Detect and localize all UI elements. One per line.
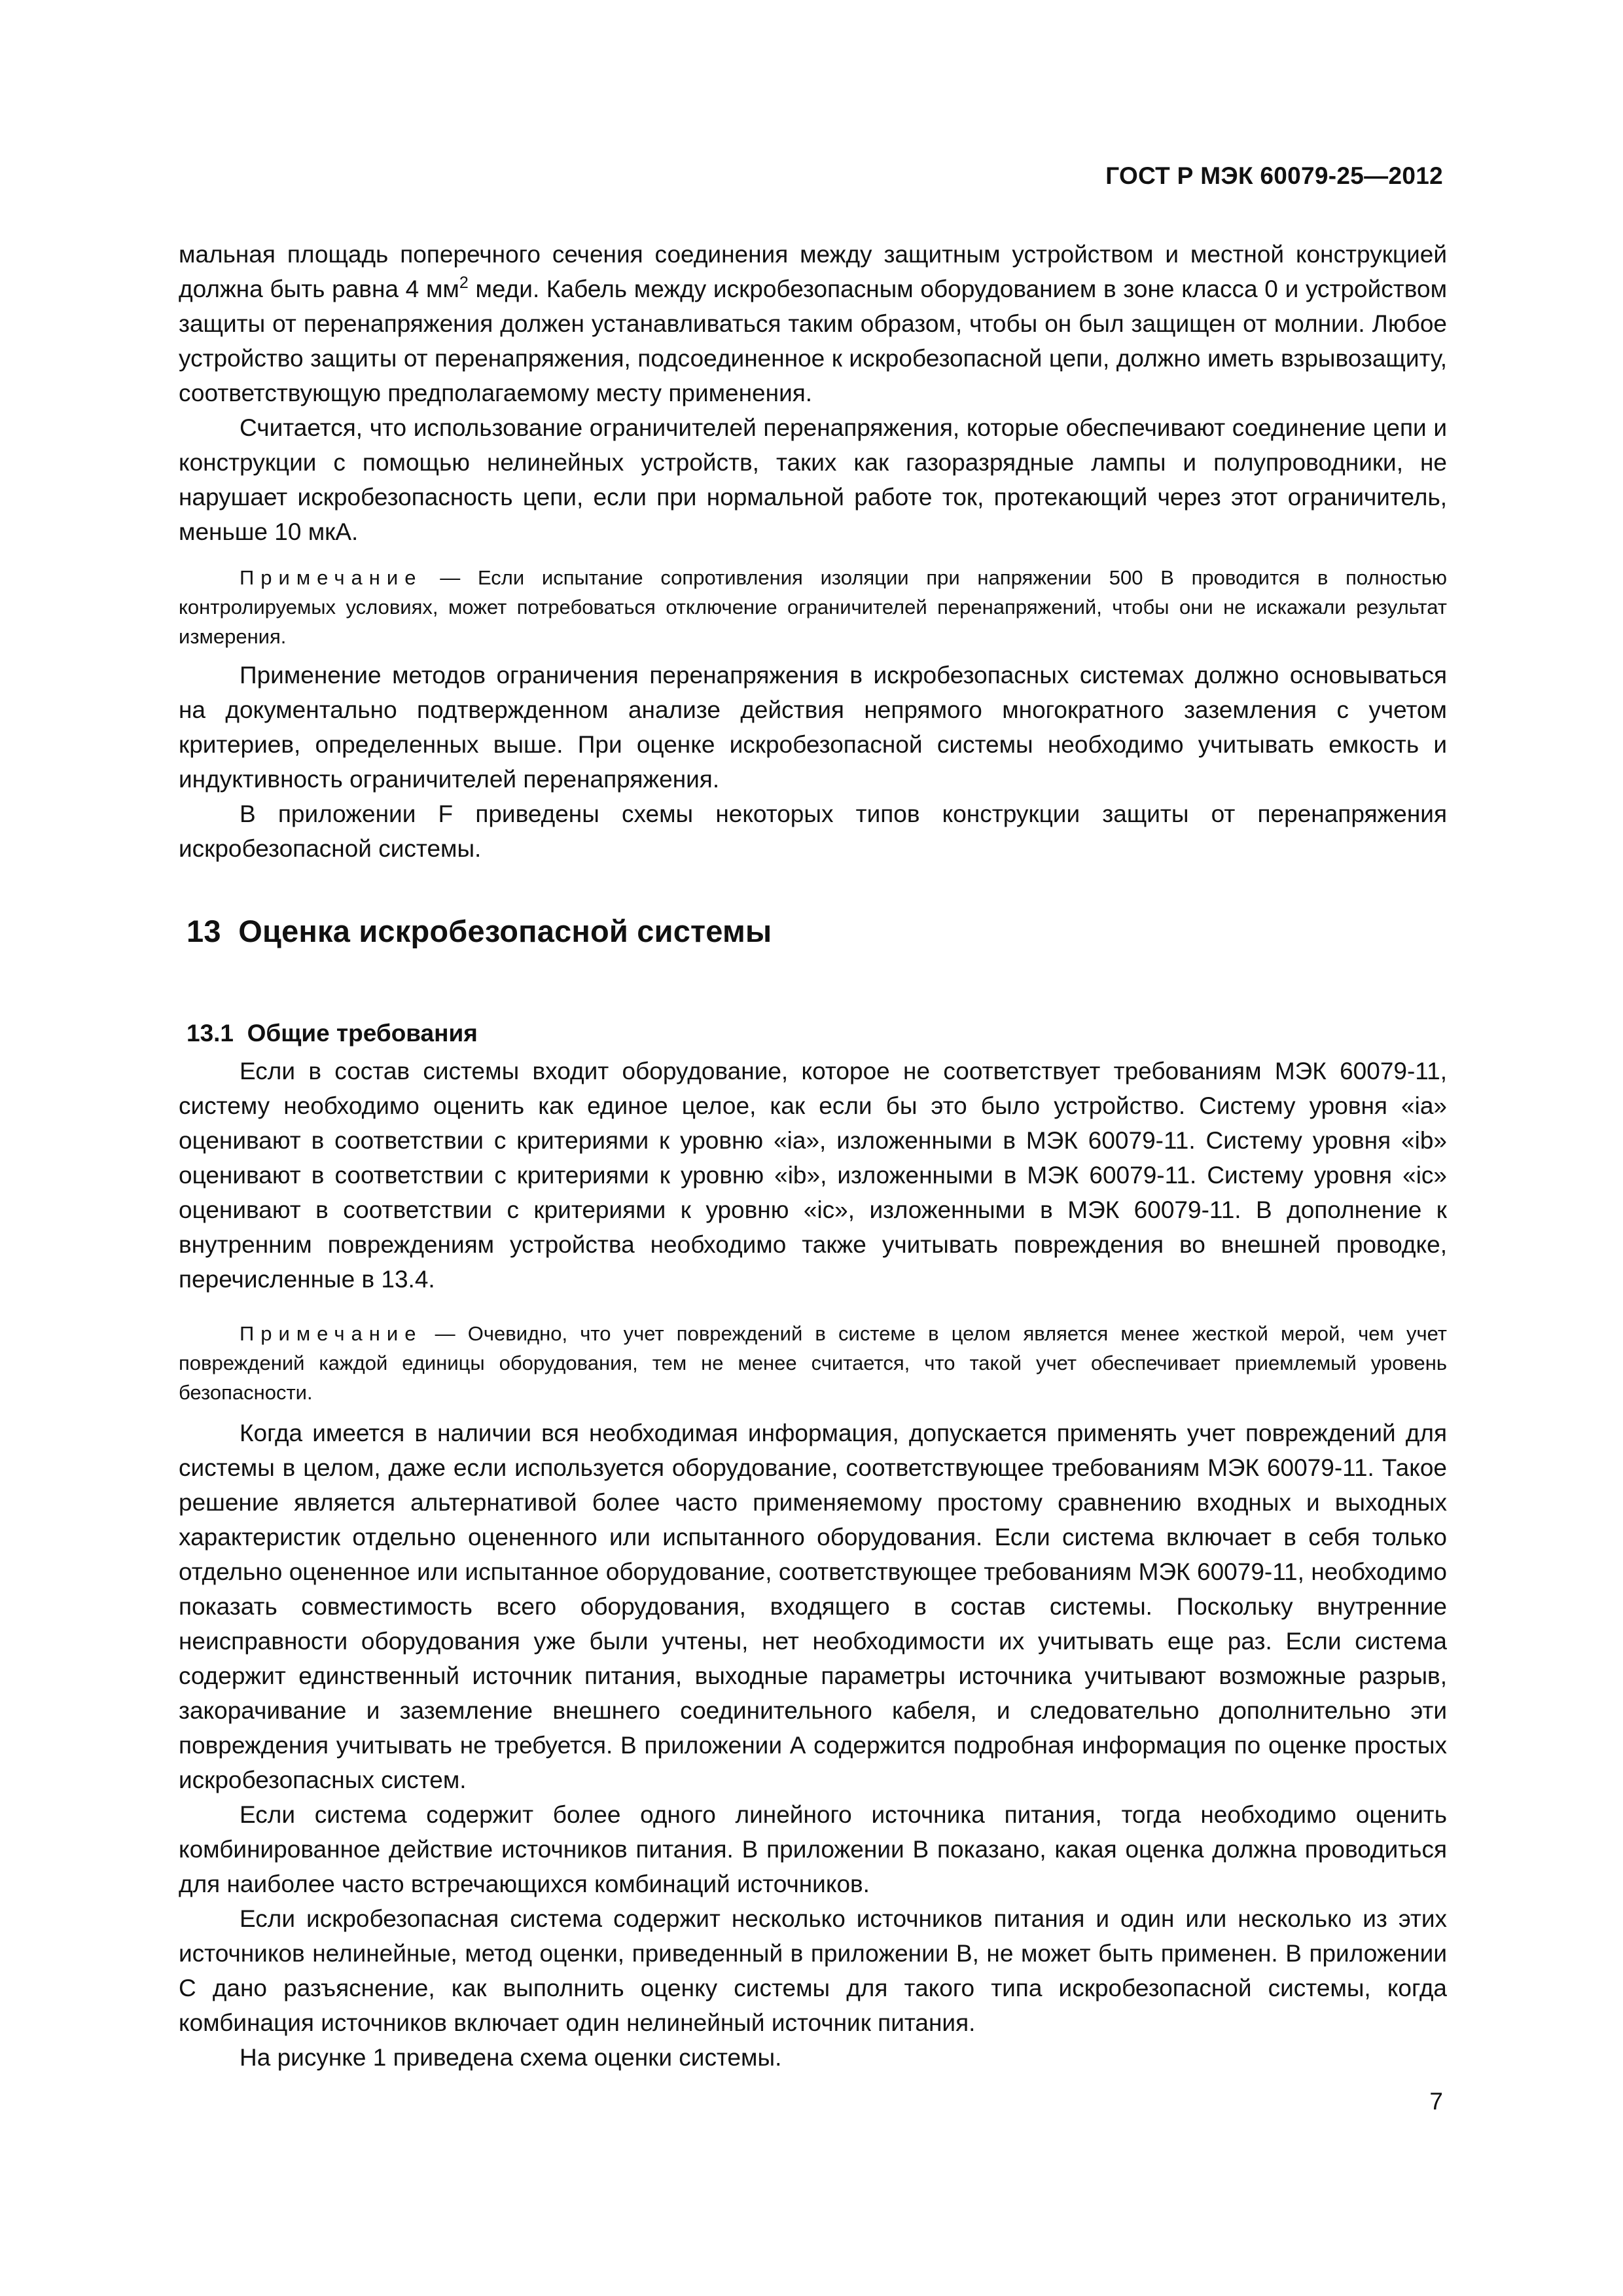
note-text: — Если испытание сопротивления изоляции при напряжении 500 В проводится в полностью контролируемых условиях, может потребоваться отключение ограничителей перенапряжений, чтобы они не искажали результат измерения.: [179, 566, 1447, 648]
section-title-text: Оценка искробезопасной системы: [238, 914, 772, 948]
subsection-title-text: Общие требования: [247, 1020, 478, 1047]
paragraph: Если в состав системы входит оборудование, которое не соответствует требованиям МЭК 60079-11, систему необходимо оценить как единое целое, как если бы это было устройство. Систему уровня «ia» оценивают в соответствии с критериями к уровню «ia», изложенными в МЭК 60079-11. Систему уровня «ib» оценивают в соответствии с критериями к уровню «ib», изложенными в МЭК 60079-11. Систему уровня «ic» оценивают в соответствии с критериями к уровню «ic», изложенными в МЭК 60079-11. В дополнение к внутренним повреждениям устройства необходимо также учитывать повреждения во внешней проводке, перечисленные в 13.4.: [179, 1058, 1447, 1293]
paragraph: Если искробезопасная система содержит несколько источников питания и один или несколько из этих источников нелинейные, метод оценки, приведенный в приложении В, не может быть применен. В приложении С дано разъяснение, как выполнить оценку системы для такого типа искробезопасной системы, когда комбинация источников включает один нелинейный источник питания.: [179, 1905, 1447, 2036]
note-fault-accounting: [179, 1319, 1447, 1407]
text-block-general-requirements: [179, 1054, 1447, 1297]
paragraph: Считается, что использование ограничителей перенапряжения, которые обеспечивают соединение цепи и конструкции с помощью нелинейных устройств, таких как газоразрядные лампы и полупроводники, не нарушает искробезопасность цепи, если при нормальной работе ток, протекающий через этот ограничитель, меньше 10 мкА.: [179, 414, 1447, 545]
paragraph-text: меди. Кабель между искробезопасным оборудованием в зоне класса 0 и устройством защиты от перенапряжения должен устанавливаться таким образом, чтобы он был защищен от молнии. Любое устройство защиты от перенапряжения, подсоединенное к искробезопасной цепи, должно иметь взрывозащиту, соответствующую предполагаемому месту применения.: [179, 276, 1448, 406]
paragraph: [179, 237, 1447, 410]
note-label: Примечание: [240, 566, 423, 589]
note-label: Примечание: [240, 1322, 423, 1345]
paragraph-text: мальная площадь поперечного сечения соединения между защитным устройством и местной конструкцией должна быть равна 4 мм: [179, 241, 1447, 302]
section-number: 13: [187, 914, 221, 948]
section-heading: [187, 913, 772, 949]
note-text: — Очевидно, что учет повреждений в системе в целом является менее жесткой мерой, чем учет повреждений каждой единицы оборудования, тем не менее считается, что такой учет обеспечивает приемлемый уровень безопасности.: [179, 1322, 1447, 1404]
subsection-number: 13.1: [187, 1020, 234, 1047]
page-number: 7: [1429, 2088, 1443, 2115]
note-insulation-test: [179, 563, 1447, 651]
document-code-header: ГОСТ Р МЭК 60079-25—2012: [1105, 162, 1443, 189]
text-block-surge-protection: [179, 237, 1447, 549]
paragraph: Если система содержит более одного линейного источника питания, тогда необходимо оценить комбинированное действие источников питания. В приложении В показано, какая оценка должна проводиться для наиболее часто встречающихся комбинаций источников.: [179, 1801, 1447, 1897]
text-block-surge-methods: [179, 658, 1447, 866]
text-block-system-assessment: [179, 1416, 1447, 2075]
paragraph: На рисунке 1 приведена схема оценки системы.: [240, 2044, 782, 2071]
paragraph: Применение методов ограничения перенапряжения в искробезопасных системах должно основываться на документально подтвержденном анализе действия непрямого многократного заземления с учетом критериев, определенных выше. При оценке искробезопасной системы необходимо учитывать емкость и индуктивность ограничителей перенапряжения.: [179, 662, 1447, 793]
superscript: 2: [459, 274, 469, 292]
paragraph: Когда имеется в наличии вся необходимая информация, допускается применять учет повреждений для системы в целом, даже если используется оборудование, соответствующее требованиям МЭК 60079-11. Такое решение является альтернативой более часто применяемому простому сравнению входных и выходных характеристик отдельно оцененного или испытанного оборудования. Если система включает в себя только отдельно оцененное или испытанное оборудование, соответствующее требованиям МЭК 60079-11, необходимо показать совместимость всего оборудования, входящего в состав системы. Поскольку внутренние неисправности оборудования уже были учтены, нет необходимости их учитывать еще раз. Если система содержит единственный источник питания, выходные параметры источника учитывают возможные разрыв, закорачивание и заземление внешнего соединительного кабеля, и следовательно дополнительно эти повреждения учитывать не требуется. В приложении А содержится подробная информация по оценке простых искробезопасных систем.: [179, 1420, 1447, 1793]
subsection-heading: [187, 1020, 478, 1047]
paragraph: В приложении F приведены схемы некоторых типов конструкции защиты от перенапряжения искробезопасной системы.: [179, 800, 1447, 862]
